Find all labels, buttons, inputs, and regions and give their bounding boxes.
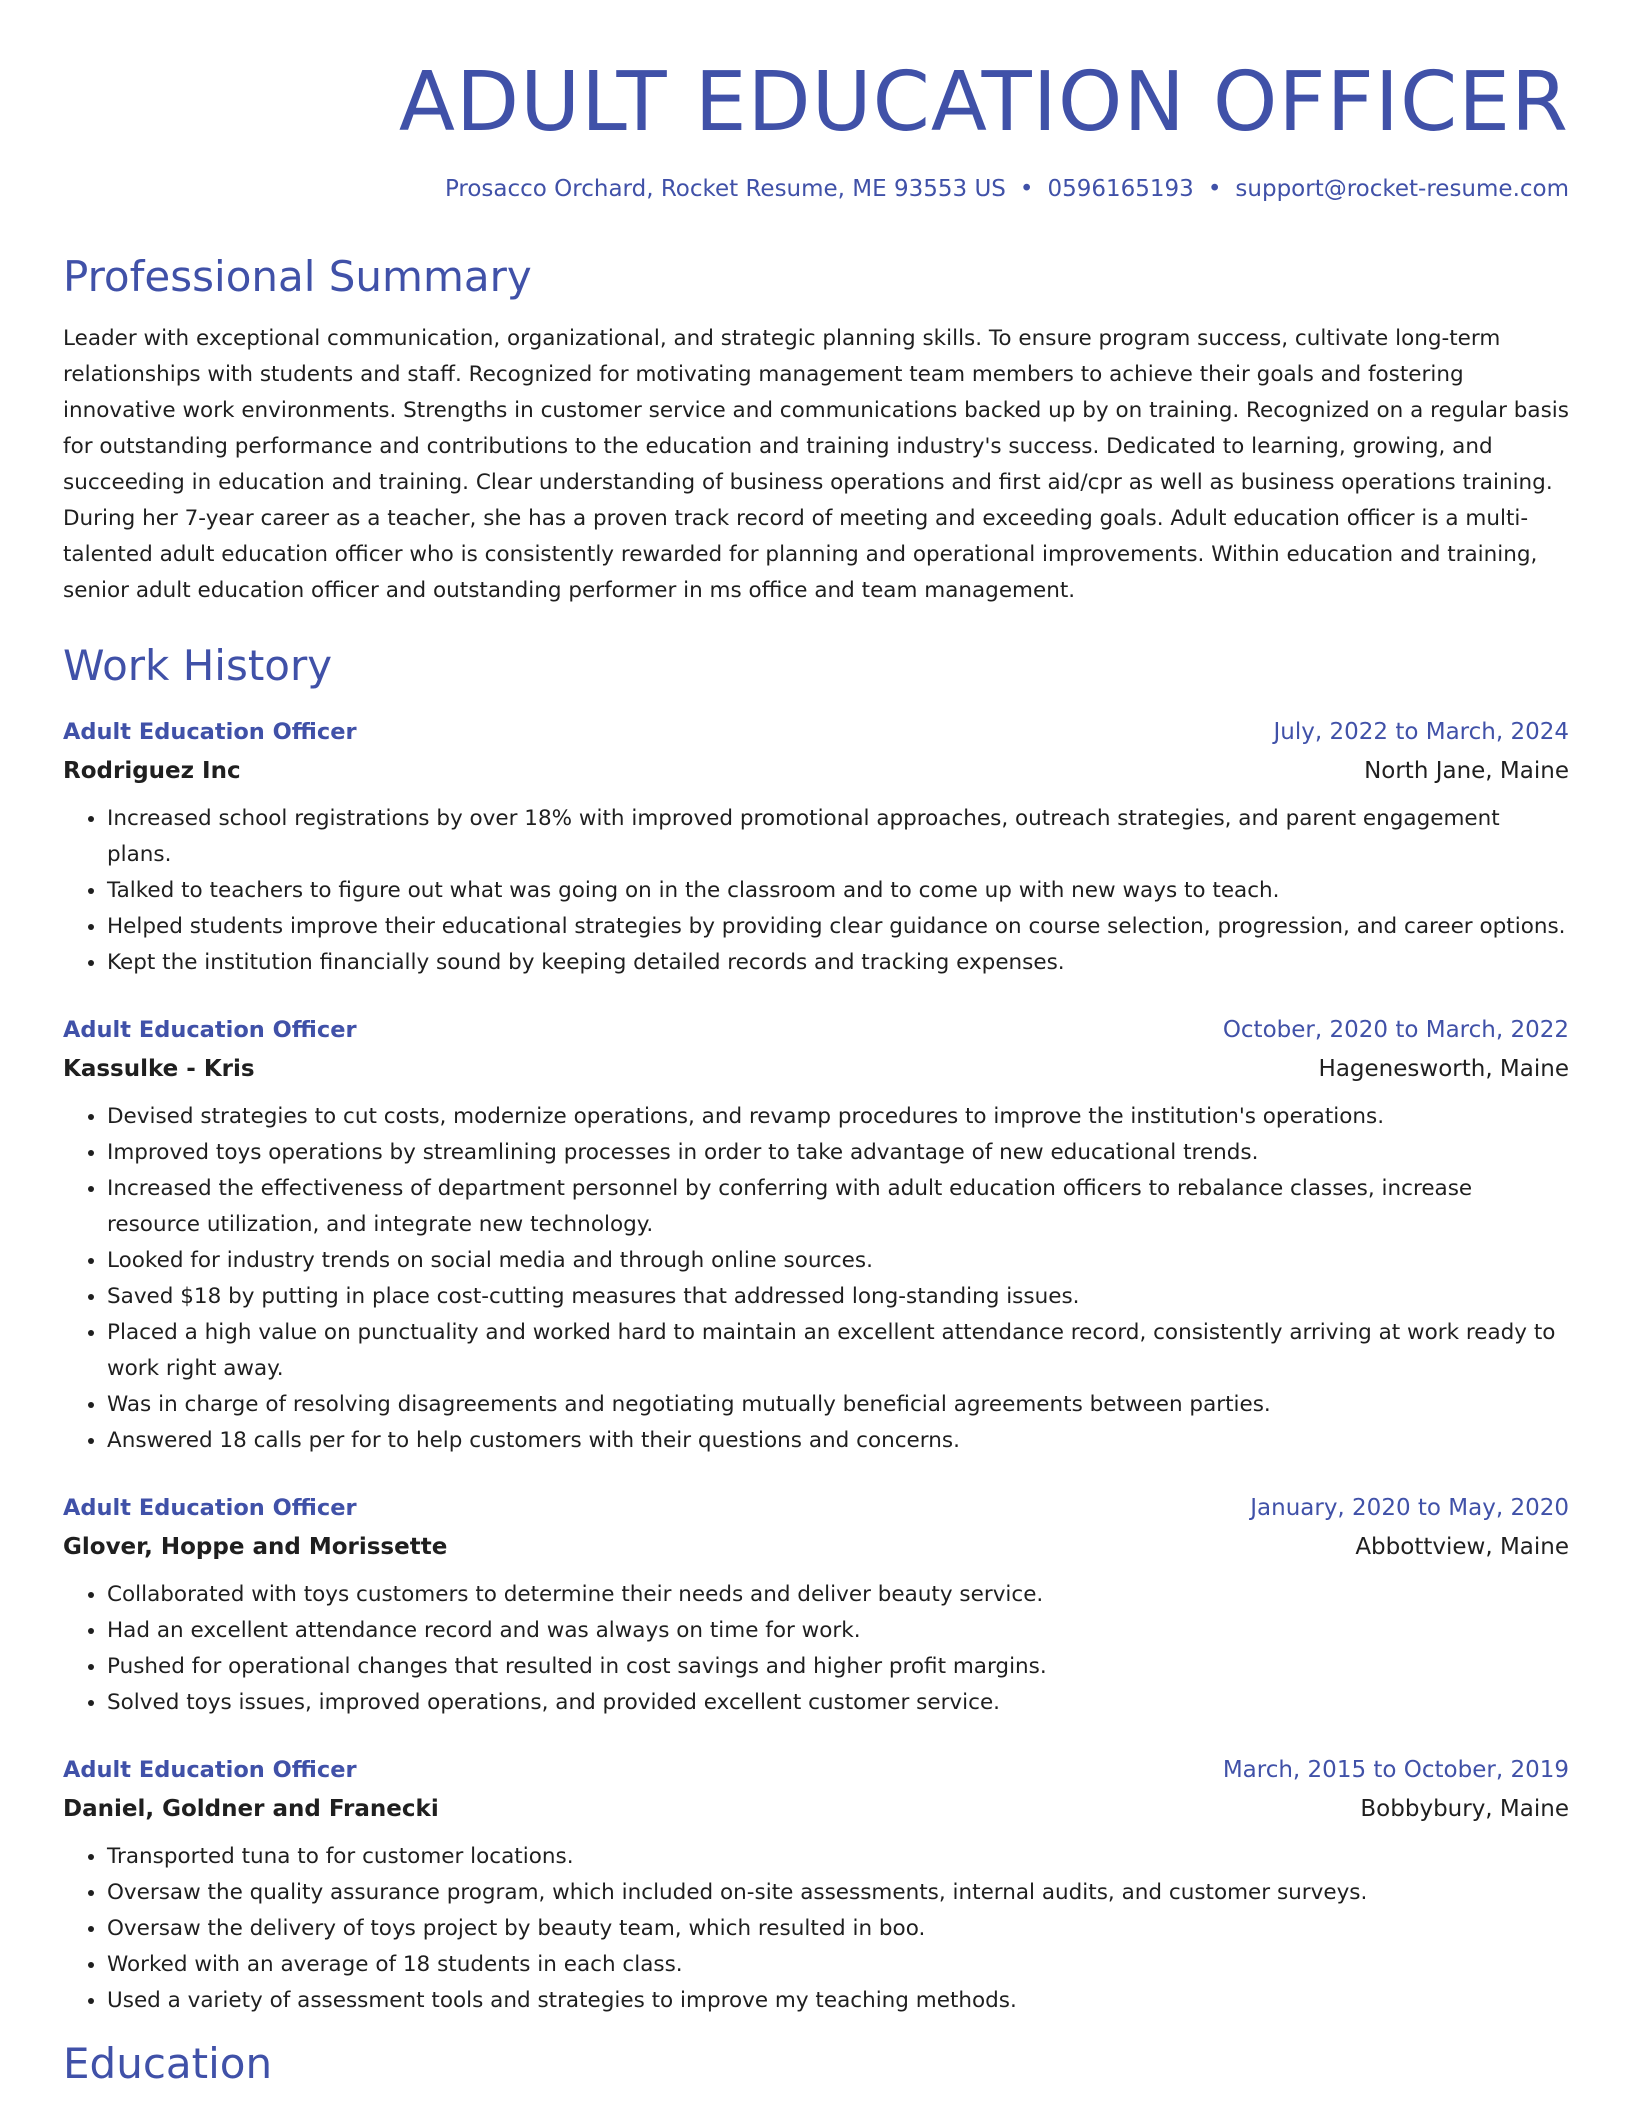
summary-heading: Professional Summary: [63, 252, 532, 302]
summary-text: Leader with exceptional communication, organizational, and strategic planning skills. To ensure program success, cultivate long-term relationships with students and staff. Recognized for motivating management team members to achieve their goals and fostering innovative work environments. Strengths in customer service and communications backed up by on training. Recognized on a regular basis for outstanding performance and contributions to the education and training industry's success. Dedicated to learning, growing, and succeeding in education and training. Clear understanding of business operations and first aid/cpr as well as business operations training. During her 7-year career as a teacher, she has a proven track record of meeting and exceeding goals. Adult education officer is a multi-talented adult education officer who is consistently rewarded for planning and operational improvements. Within education and training, senior adult education officer and outstanding performer in ms office and team management.: [63, 325, 1569, 603]
contact-separator: •: [1207, 175, 1222, 202]
job-company: Rodriguez Inc: [63, 758, 241, 785]
job-bullet: • Talked to teachers to figure out what was going on in the classroom and to come up with new ways to teach.: [107, 873, 1569, 909]
job-bullet: • Helped students improve their educational strategies by providing clear guidance on course selection, progression, and career options.: [107, 909, 1569, 945]
job-bullet-list: [63, 1577, 1569, 1721]
job-bullet: • Devised strategies to cut costs, modernize operations, and revamp procedures to improve the institution's operations.: [107, 1099, 1569, 1135]
job-bullet: • Answered 18 calls per for to help customers with their questions and concerns.: [107, 1423, 1569, 1459]
contact-address: Prosacco Orchard, Rocket Resume, ME 93553 US: [444, 175, 1006, 202]
job-location: Hagenesworth, Maine: [1318, 1056, 1569, 1083]
job-entry: [63, 1751, 1569, 2019]
job-company: Glover, Hoppe and Morissette: [63, 1534, 448, 1561]
job-dates: March, 2015 to October, 2019: [1222, 1757, 1569, 1784]
job-title: Adult Education Officer: [63, 1495, 357, 1522]
work-history-heading: Work History: [63, 640, 333, 690]
job-bullet: • Used a variety of assessment tools and strategies to improve my teaching methods.: [107, 1983, 1569, 2019]
job-bullet: • Oversaw the quality assurance program, which included on-site assessments, internal audits, and customer surveys.: [107, 1875, 1569, 1911]
job-entry: [63, 1011, 1569, 1459]
job-bullet: • Looked for industry trends on social media and through online sources.: [107, 1243, 1569, 1279]
job-company-row: [63, 1049, 1569, 1089]
job-title-row: [63, 713, 1569, 751]
job-entry: [63, 713, 1569, 981]
job-bullet: • Increased school registrations by over 18% with improved promotional approaches, outreach strategies, and parent engagement plans.: [107, 801, 1569, 873]
job-title: Adult Education Officer: [63, 719, 357, 746]
job-location: Bobbybury, Maine: [1360, 1796, 1569, 1823]
job-bullet: • Saved $18 by putting in place cost-cutting measures that addressed long-standing issues.: [107, 1279, 1569, 1315]
job-dates: January, 2020 to May, 2020: [1250, 1495, 1569, 1522]
job-bullet: • Solved toys issues, improved operations, and provided excellent customer service.: [107, 1685, 1569, 1721]
job-location: North Jane, Maine: [1364, 758, 1569, 785]
job-bullet: • Had an excellent attendance record and was always on time for work.: [107, 1613, 1569, 1649]
job-bullet: • Transported tuna to for customer locations.: [107, 1839, 1569, 1875]
job-bullet: • Kept the institution financially sound by keeping detailed records and tracking expenses.: [107, 945, 1569, 981]
job-title-row: [63, 1489, 1569, 1527]
job-company: Kassulke - Kris: [63, 1056, 255, 1083]
job-bullet: • Oversaw the delivery of toys project by beauty team, which resulted in boo.: [107, 1911, 1569, 1947]
job-bullet: • Was in charge of resolving disagreements and negotiating mutually beneficial agreements between parties.: [107, 1387, 1569, 1423]
job-bullet: • Collaborated with toys customers to determine their needs and deliver beauty service.: [107, 1577, 1569, 1613]
job-company-row: [63, 1789, 1569, 1829]
job-company-row: [63, 1527, 1569, 1567]
job-bullet: • Increased the effectiveness of department personnel by conferring with adult education officers to rebalance classes, increase resource utilization, and integrate new technology.: [107, 1171, 1569, 1243]
job-location: Abbottview, Maine: [1355, 1534, 1569, 1561]
job-bullet: • Placed a high value on punctuality and worked hard to maintain an excellent attendance record, consistently arriving at work ready to work right away.: [107, 1315, 1569, 1387]
contact-email: support@rocket-resume.com: [1235, 175, 1569, 202]
job-bullet: • Improved toys operations by streamlining processes in order to take advantage of new educational trends.: [107, 1135, 1569, 1171]
job-bullet-list: [63, 801, 1569, 981]
contact-separator: •: [1019, 175, 1034, 202]
job-title: Adult Education Officer: [63, 1017, 357, 1044]
job-bullet-list: [63, 1099, 1569, 1459]
job-company: Daniel, Goldner and Franecki: [63, 1796, 439, 1823]
education-heading: Education: [63, 2039, 273, 2089]
job-title-row: [63, 1751, 1569, 1789]
contact-line: [63, 175, 1569, 205]
job-company-row: [63, 751, 1569, 791]
job-entry: [63, 1489, 1569, 1721]
job-list: [63, 713, 1569, 2019]
resume-name: ADULT EDUCATION OFFICER: [398, 55, 1569, 150]
job-bullet: • Worked with an average of 18 students in each class.: [107, 1947, 1569, 1983]
job-title-row: [63, 1011, 1569, 1049]
contact-phone: 0596165193: [1047, 175, 1194, 202]
job-bullet: • Pushed for operational changes that resulted in cost savings and higher profit margins.: [107, 1649, 1569, 1685]
job-dates: October, 2020 to March, 2022: [1222, 1017, 1569, 1044]
job-bullet-list: [63, 1839, 1569, 2019]
job-dates: July, 2022 to March, 2024: [1273, 719, 1569, 746]
job-title: Adult Education Officer: [63, 1757, 357, 1784]
